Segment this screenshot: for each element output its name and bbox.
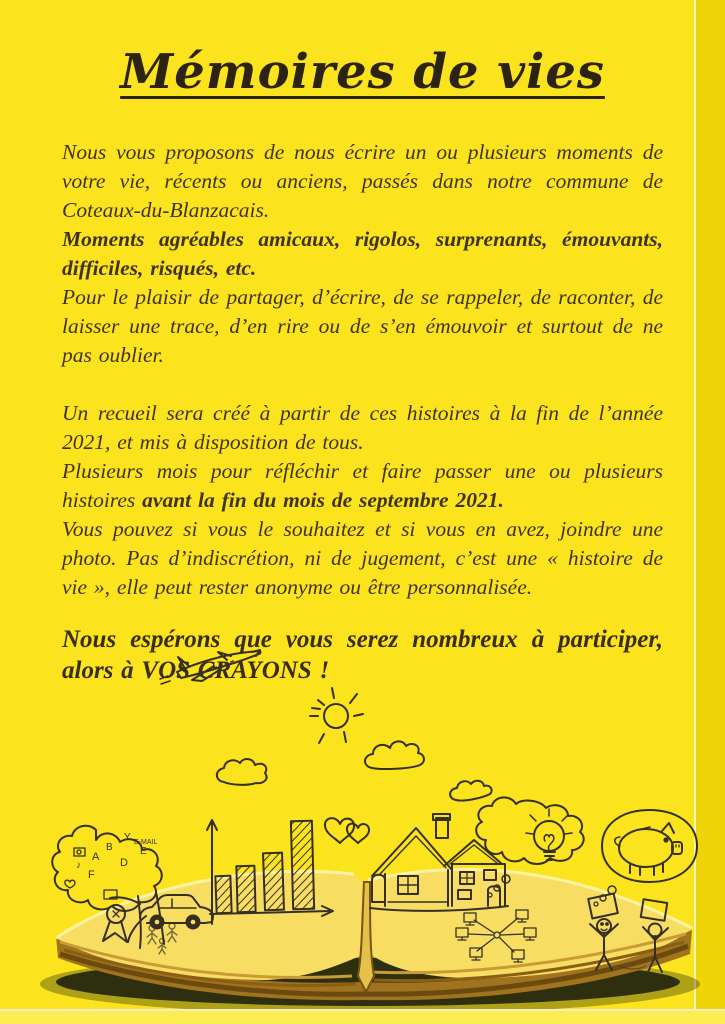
deadline-date-bold: avant la fin du mois de septembre 2021.	[142, 488, 504, 512]
open-book-image	[40, 869, 700, 1014]
svg-text:F: F	[88, 869, 95, 881]
svg-text:A: A	[92, 851, 100, 863]
svg-text:E-MAIL: E-MAIL	[134, 839, 158, 846]
airplane-icon	[160, 650, 261, 684]
body-text	[62, 138, 663, 686]
cloud-icon	[450, 781, 491, 801]
paragraph-closing: Nous espérons que vous serez nombreux à participer, alors à VOS CRAYONS !	[62, 626, 663, 684]
svg-text:B: B	[106, 842, 113, 853]
scan-edge-bottom	[0, 1009, 725, 1024]
paragraph-moments: Moments agréables amicaux, rigolos, surprenants, émouvants, difficiles, risqués, etc.	[62, 227, 663, 280]
paragraph-intro: Nous vous proposons de nous écrire un ou plusieurs moments de votre vie, récents ou anciens, passés dans notre commune de Coteaux-du-Blanzacais.	[62, 140, 663, 222]
page-title: Mémoires de vies	[120, 44, 605, 100]
svg-text:♪: ♪	[76, 860, 81, 871]
paragraph-recueil: Un recueil sera créé à partir de ces histoires à la fin de l’année 2021, et mis à disposition de tous.	[62, 401, 663, 454]
svg-text:Y: Y	[124, 832, 131, 843]
hearts-icon	[325, 818, 369, 843]
cloud-icon	[365, 741, 424, 769]
piggy-bank-icon	[594, 810, 697, 906]
growth-chart-icon	[207, 820, 333, 924]
paragraph-photo: Vous pouvez si vous le souhaitez et si vous en avez, joindre une photo. Pas d’indiscrétion, ni de jugement, c’est une « histoire de vie », elle peut rester anonyme ou être personnalisée.	[62, 517, 663, 599]
svg-text:E: E	[140, 846, 147, 857]
sun-icon	[310, 688, 363, 743]
svg-text:D: D	[120, 857, 128, 869]
deadline-text: Plusieurs mois pour réfléchir et faire passer une ou plusieurs histoires	[62, 459, 663, 512]
paragraph-plaisir: Pour le plaisir de partager, d’écrire, de se rappeler, de raconter, de laisser une trace, d’en rire ou de s’en émouvoir et surtout de ne pas oublier.	[62, 285, 663, 367]
lightbulb-icon	[526, 809, 572, 860]
paragraph-deadline	[62, 457, 663, 515]
doodle-illustration	[0, 624, 725, 1024]
cloud-icon	[217, 759, 267, 785]
